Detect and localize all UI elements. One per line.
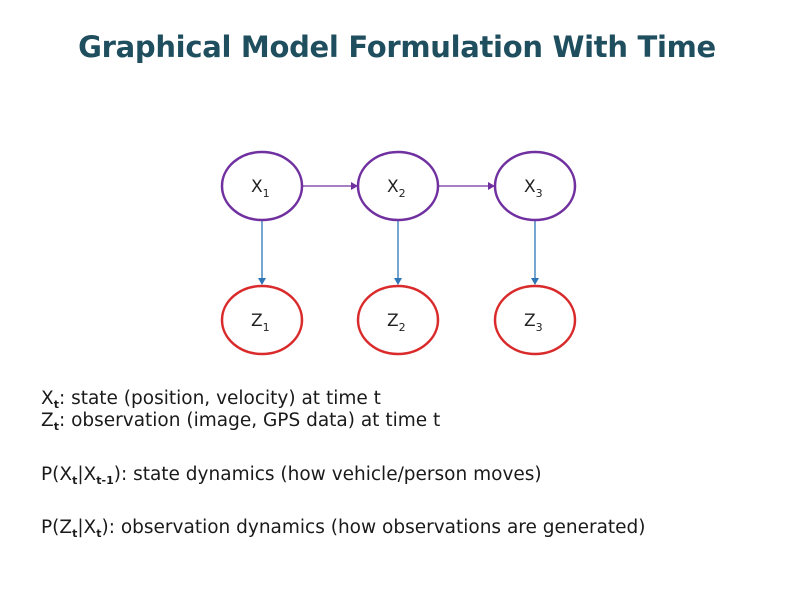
observation-var-subscript: t (53, 420, 59, 433)
state-dyn-part: |X (77, 464, 97, 485)
definition-state (41, 388, 440, 410)
observation-var: Z (41, 410, 54, 431)
observation-node-z3 (495, 286, 575, 354)
state-dynamics-text (41, 464, 542, 486)
state-var-subscript: t (53, 398, 59, 411)
observation-node-z2 (358, 286, 438, 354)
state-node-x1 (222, 152, 302, 220)
state-var: X (41, 388, 54, 409)
state-dyn-part: P(X (41, 464, 73, 485)
slide-title: Graphical Model Formulation With Time (78, 30, 716, 64)
observation-node-z1 (222, 286, 302, 354)
variable-definitions (41, 388, 440, 432)
state-dyn-subscript: t (72, 474, 78, 487)
observation-dynamics-text (41, 517, 661, 539)
state-dyn-part: ): state dynamics (how vehicle/person moves) (113, 464, 542, 485)
observation-node-z1-label-subscript: 1 (262, 321, 270, 334)
observation-node-z2-label-base: Z (387, 311, 399, 331)
state-node-x2 (358, 152, 438, 220)
state-node-x3-label-base: X (524, 177, 536, 197)
obs-dyn-subscript: t (96, 527, 102, 540)
observation-definition: : observation (image, GPS data) at time t (58, 410, 441, 431)
state-node-x3-label-subscript: 3 (535, 187, 543, 200)
observation-node-z2-label-subscript: 2 (398, 321, 406, 334)
state-node-x1-label-base: X (251, 177, 263, 197)
observation-node-z3-label-subscript: 3 (535, 321, 543, 334)
state-node-x3 (495, 152, 575, 220)
observation-node-z1-label-base: Z (251, 311, 263, 331)
obs-dyn-part: |X (77, 517, 97, 538)
obs-dyn-part: P(Z (41, 517, 73, 538)
obs-dyn-subscript: t (72, 527, 78, 540)
observation-node-z3-label-base: Z (524, 311, 536, 331)
state-definition: : state (position, velocity) at time t (58, 388, 381, 409)
state-node-x1-label-subscript: 1 (262, 187, 270, 200)
obs-dyn-part: ): observation dynamics (how observations are generated) (101, 517, 646, 538)
state-node-x2-label-base: X (387, 177, 399, 197)
state-node-x2-label-subscript: 2 (398, 187, 406, 200)
definition-observation (41, 410, 440, 432)
state-dyn-subscript: t-1 (96, 474, 114, 487)
